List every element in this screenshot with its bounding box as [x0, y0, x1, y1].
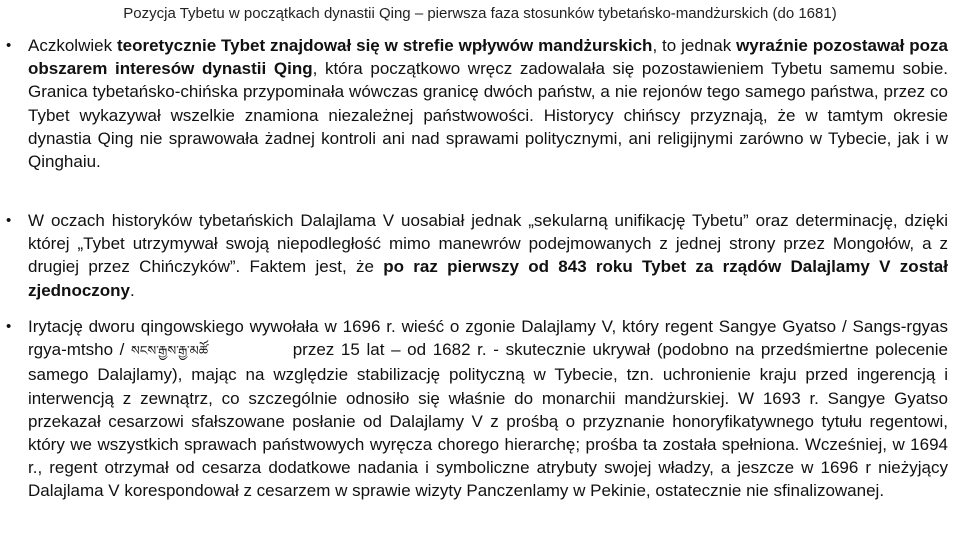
- bullet-1-text-1: Aczkolwiek: [28, 36, 117, 55]
- bullet-1-text-3: , która początkowo wręcz zadowalała się pozostawieniem Tybetu samemu sobie. Granica tybetańsko-chińska przypominała wówczas granicę dwóch państw, a nie rejonów tego samego państwa, przez co Tybet wykazywał wszelkie znamiona niezależnej państwowości. Historycy chińscy przyznają, że w tamtym okresie dynastia Qing nie sprawowała żadnej kontroli ani nad sprawami politycznymi, ani religijnymi zarówno w Tybecie, jak i w Qinghaiu.: [28, 59, 948, 172]
- bullet-item-3: [6, 315, 948, 503]
- bullet-item-2: [6, 209, 948, 302]
- slide-title: Pozycja Tybetu w początkach dynastii Qing – pierwsza faza stosunków tybetańsko-mandżurskich (do 1681): [123, 5, 837, 22]
- bullet-item-1: [6, 34, 948, 173]
- bullet-1-text-2: , to jednak: [652, 36, 737, 55]
- bullet-2-text-1: W oczach historyków tybetańskich Dalajlama V uosabiał jednak „sekularną unifikację Tybetu” oraz determinację, dzięki której „Tybet utrzymywał swoją niepodległość mimo manewrów podejmowanych z jednej strony przez Mongołów, a z drugiej przez Chińczyków”. Faktem jest, że: [28, 211, 948, 277]
- bullet-dot-icon: •: [6, 318, 12, 335]
- bullet-1-bold-1: teoretycznie Tybet znajdował się w strefie wpływów mandżurskich: [116, 36, 653, 55]
- bullet-dot-icon: •: [6, 212, 12, 229]
- bullet-3-text-1: Irytację dworu qingowskiego wywołała w 1696 r. wieść o zgonie Dalajlamy V, który regent Sangye Gyatso / Sangs-rgyas rgya-mtsho /: [28, 317, 948, 360]
- bullet-3-text-2: przez 15 lat – od 1682 r. - skutecznie ukrywał (podobno na przedśmiertne polecenie samego Dalajlamy), mając na względzie stabilizację polityczną w Tybecie, tzn. uchronienie kraju przed ingerencją i interwencją z zewnątrz, co szczególnie odnosiło się właśnie do monarchii mandżurskiej. W 1693 r. Sangye Gyatso przekazał cesarzowi sfałszowane posłanie od Dalajlamy V z prośbą o przyznanie honoryfikatywnego tytułu regentowi, który we wszystkich sprawach państwowych wyręcza chorego hierarchę; prośba ta została spełniona. Wcześniej, w 1694 r., regent otrzymał od cesarza dodatkowe nadania i symboliczne atrybuty swojej władzy, a jeszcze w 1696 r nieżyjący Dalajlama V korespondował z cesarzem w sprawie wizyty Panczenlamy w Pekinie, ostatecznie nie sfinalizowanej.: [28, 340, 948, 501]
- bullet-2-text-2: .: [130, 280, 135, 300]
- bullet-2-bold-1: po raz pierwszy od 843 roku Tybet za rządów Dalajlamy V został zjednoczony: [28, 257, 948, 300]
- bullet-dot-icon: •: [6, 37, 12, 54]
- bullet-1-bold-2: wyraźnie pozostawał poza obszarem interesów dynastii Qing: [28, 36, 948, 79]
- tibetan-script-name: སངས་རྒྱས་རྒྱ་མཚོ: [131, 344, 209, 360]
